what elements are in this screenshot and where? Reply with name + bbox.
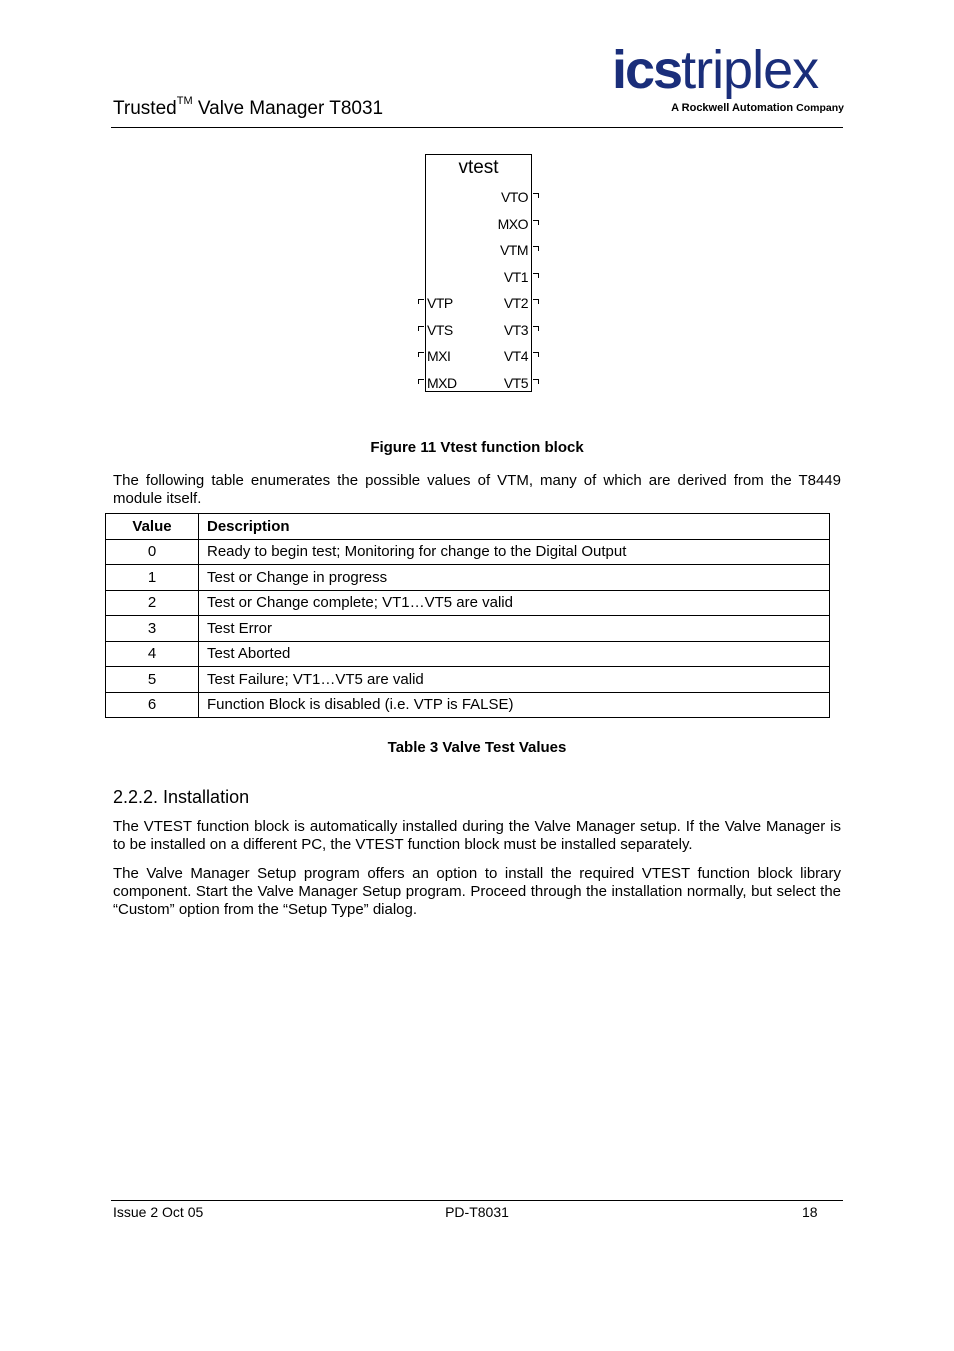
description-cell: Function Block is disabled (i.e. VTP is FALSE) (199, 692, 830, 718)
output-pin-label: VT2 (503, 295, 528, 311)
input-pin-label: MXD (427, 375, 457, 391)
output-pin-connector (533, 299, 539, 300)
table-row (106, 641, 830, 667)
footer-document-id: PD-T8031 (445, 1204, 509, 1220)
column-header-description: Description (199, 514, 830, 540)
vtest-function-block (425, 154, 532, 392)
installation-paragraph-2: The Valve Manager Setup program offers an option to install the required VTEST function block library component. Start the Valve Manager Setup program. Proceed through the installation normally, but select the “Custom” option from the “Setup Type” dialog. (113, 865, 841, 918)
footer-issue: Issue 2 Oct 05 (113, 1204, 204, 1220)
function-block-name: vtest (458, 157, 499, 178)
logo-tagline-company: Company (796, 102, 844, 114)
output-pin-label: MXO (497, 216, 528, 232)
installation-paragraph-1: The VTEST function block is automatically installed during the Valve Manager setup. If the Valve Manager is to be installed on a different PC, the VTEST function block must be installed separately. (113, 818, 841, 853)
table-row (106, 667, 830, 693)
description-cell: Ready to begin test; Monitoring for change to the Digital Output (199, 539, 830, 565)
output-pin-connector (533, 326, 539, 327)
value-cell: 4 (106, 641, 199, 667)
output-pin-connector (533, 220, 539, 221)
output-pin-label: VTM (499, 242, 528, 258)
input-pin-connector (418, 326, 424, 327)
input-pin-label: VTP (427, 295, 453, 311)
value-cell: 6 (106, 692, 199, 718)
output-pin-label: VTO (500, 189, 528, 205)
company-logo (612, 42, 844, 120)
table-row (106, 692, 830, 718)
description-cell: Test or Change complete; VT1…VT5 are valid (199, 590, 830, 616)
table-header-row (106, 514, 830, 540)
input-pin-connector (418, 299, 424, 300)
logo-wordmark-bold: ics (612, 40, 682, 100)
valve-test-values-table (105, 513, 830, 718)
table-row (106, 616, 830, 642)
intro-paragraph: The following table enumerates the possible values of VTM, many of which are derived from the T8449 module itself. (113, 472, 841, 507)
output-pin-connector (533, 193, 539, 194)
output-pin-connector (533, 273, 539, 274)
table-caption: Table 3 Valve Test Values (387, 739, 567, 756)
input-pin-connector (418, 379, 424, 380)
output-pin-label: VT1 (503, 269, 528, 285)
section-heading: 2.2.2. Installation (113, 787, 250, 807)
output-pin-label: VT3 (503, 322, 528, 338)
output-pin-connector (533, 352, 539, 353)
value-cell: 5 (106, 667, 199, 693)
table-row (106, 590, 830, 616)
input-pin-label: MXI (427, 348, 451, 364)
output-pin-label: VT4 (503, 348, 528, 364)
table-row (106, 565, 830, 591)
value-cell: 0 (106, 539, 199, 565)
trademark-superscript: TM (176, 95, 193, 107)
logo-wordmark-light: triplex (681, 40, 819, 100)
document-header-title (113, 95, 384, 120)
value-cell: 2 (106, 590, 199, 616)
logo-wordmark (612, 42, 844, 98)
input-pin-label: VTS (427, 322, 453, 338)
input-pin-connector (418, 352, 424, 353)
description-cell: Test Failure; VT1…VT5 are valid (199, 667, 830, 693)
output-pin-label: VT5 (503, 375, 528, 391)
logo-tagline (612, 102, 844, 114)
value-cell: 1 (106, 565, 199, 591)
figure-caption: Figure 11 Vtest function block (370, 439, 584, 456)
header-title-main: Trusted (113, 98, 177, 119)
column-header-value: Value (106, 514, 199, 540)
header-divider (111, 127, 843, 128)
description-cell: Test or Change in progress (199, 565, 830, 591)
footer-divider (111, 1200, 843, 1201)
footer-page-number: 18 (802, 1204, 818, 1220)
output-pin-connector (533, 246, 539, 247)
header-title-rest: Valve Manager T8031 (192, 98, 384, 119)
description-cell: Test Error (199, 616, 830, 642)
table-row (106, 539, 830, 565)
logo-tagline-brand: A Rockwell Automation (671, 102, 794, 114)
output-pin-connector (533, 379, 539, 380)
value-cell: 3 (106, 616, 199, 642)
description-cell: Test Aborted (199, 641, 830, 667)
